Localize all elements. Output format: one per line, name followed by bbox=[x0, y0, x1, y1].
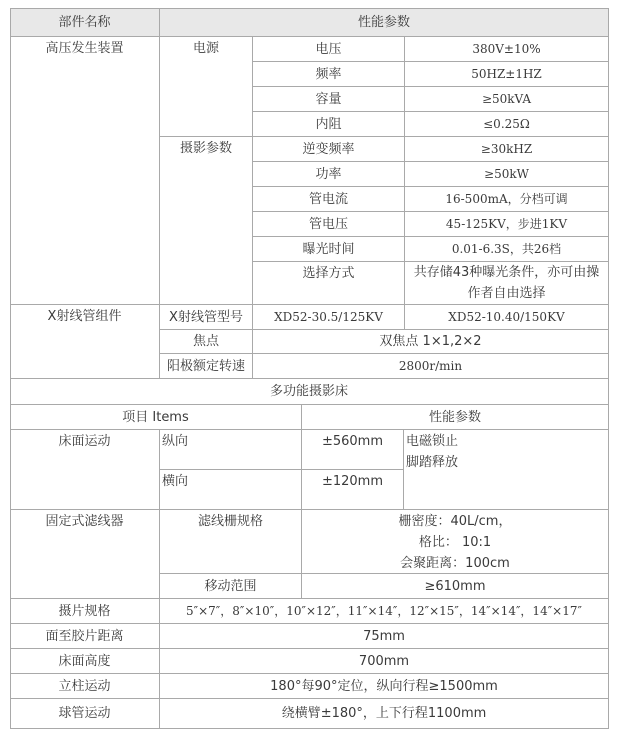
cell-p2-v bbox=[405, 62, 609, 87]
cell-text: 700mm bbox=[358, 653, 410, 669]
cell-text: 部件名称 bbox=[58, 14, 111, 30]
cell-t3-v bbox=[253, 354, 609, 379]
cell-text: 380V±10% bbox=[472, 41, 541, 56]
cell-p2-k bbox=[253, 62, 405, 87]
cell-t1-k bbox=[160, 305, 253, 330]
cell-text: 横向 bbox=[162, 474, 189, 489]
cell-text: 内阻 bbox=[315, 116, 342, 132]
cell-p1-v bbox=[405, 37, 609, 62]
cell-text: 电压 bbox=[315, 41, 342, 57]
cell-text: 面至胶片距离 bbox=[45, 628, 124, 644]
cell-text: 移动范围 bbox=[204, 578, 257, 594]
cell-text: 180°每90°定位，纵向行程≥1500mm bbox=[270, 678, 498, 694]
cell-text: ≥30kHZ bbox=[480, 141, 533, 156]
cell-col-v bbox=[160, 674, 609, 699]
cell-text: 管电压 bbox=[308, 216, 348, 232]
cell-e3-k bbox=[253, 187, 405, 212]
cell-text: ≥50kVA bbox=[481, 91, 532, 106]
cell-text: 曝光时间 bbox=[302, 241, 355, 257]
cell-text: 摄影参数 bbox=[179, 141, 232, 156]
cell-e5-k bbox=[253, 237, 405, 262]
cell-dist-k bbox=[10, 624, 160, 649]
cell-t2-k bbox=[160, 330, 253, 354]
cell-h-part bbox=[10, 8, 160, 37]
cell-e2-k bbox=[253, 162, 405, 187]
cell-text: 绕横臂±180°，上下行程1100mm bbox=[281, 706, 487, 721]
cell-text: 球管运动 bbox=[58, 706, 111, 721]
cell-height-k bbox=[10, 649, 160, 674]
cell-g2-v bbox=[302, 574, 609, 599]
cell-text: 项目 Items bbox=[122, 409, 189, 425]
cell-e1-k bbox=[253, 137, 405, 162]
cell-text: ≥610mm bbox=[424, 578, 486, 594]
cell-film-v bbox=[160, 599, 609, 624]
cell-text: 16-500mA，分档可调 bbox=[445, 191, 568, 206]
cell-s1-v bbox=[302, 430, 404, 470]
cell-p3-k bbox=[253, 87, 405, 112]
cell-text: 多功能摄影床 bbox=[269, 384, 348, 399]
cell-expo bbox=[160, 137, 253, 305]
cell-text: 逆变频率 bbox=[302, 141, 355, 157]
cell-g1-v bbox=[302, 510, 609, 574]
cell-text: 75mm bbox=[363, 628, 405, 644]
cell-text: ±560mm bbox=[321, 434, 384, 449]
cell-text: 性能参数 bbox=[357, 14, 410, 30]
cell-text: 电磁锁止 脚踏释放 bbox=[406, 434, 459, 470]
cell-e1-v bbox=[405, 137, 609, 162]
cell-s2-k bbox=[160, 470, 302, 510]
cell-film-k bbox=[10, 599, 160, 624]
cell-text: ≤0.25Ω bbox=[483, 116, 530, 131]
cell-dist-v bbox=[160, 624, 609, 649]
cell-e2-v bbox=[405, 162, 609, 187]
cell-text: 0.01-6.3S，共26档 bbox=[451, 241, 562, 256]
cell-e6-v bbox=[405, 262, 609, 305]
cell-text: 阳极额定转速 bbox=[166, 358, 245, 374]
cell-power bbox=[160, 37, 253, 137]
cell-e3-v bbox=[405, 187, 609, 212]
cell-text: 床面运动 bbox=[58, 434, 111, 449]
cell-h-perf bbox=[160, 8, 609, 37]
cell-text: 立柱运动 bbox=[58, 678, 111, 694]
cell-text: 功率 bbox=[315, 166, 342, 182]
cell-text: 共存储43种曝光条件，亦可由操作者自由选择 bbox=[413, 265, 600, 301]
cell-tube bbox=[10, 305, 160, 379]
cell-text: XD52-10.40/150KV bbox=[448, 309, 565, 324]
cell-text: 2800r/min bbox=[398, 358, 463, 373]
cell-t1-b bbox=[405, 305, 609, 330]
cell-g1-k bbox=[160, 510, 302, 574]
cell-t2-v bbox=[253, 330, 609, 354]
cell-bh-item bbox=[10, 405, 302, 430]
cell-gen bbox=[10, 37, 160, 305]
cell-text: 摄片规格 bbox=[58, 603, 111, 619]
cell-text: 焦点 bbox=[192, 334, 219, 349]
cell-ball-v bbox=[160, 699, 609, 729]
cell-s-note bbox=[404, 430, 609, 510]
cell-text: 选择方式 bbox=[302, 266, 355, 281]
cell-text: 高压发生装置 bbox=[45, 41, 124, 56]
cell-e4-k bbox=[253, 212, 405, 237]
cell-ball-k bbox=[10, 699, 160, 729]
cell-height-v bbox=[160, 649, 609, 674]
cell-text: 纵向 bbox=[162, 434, 189, 449]
cell-bed-title bbox=[10, 379, 609, 405]
cell-text: 性能参数 bbox=[428, 409, 481, 425]
cell-text: 床面高度 bbox=[58, 653, 111, 669]
cell-text: X射线管型号 bbox=[169, 309, 243, 325]
cell-text: 5″×7″，8″×10″，10″×12″，11″×14″，12″×15″，14″×14″，14″×17″ bbox=[185, 603, 582, 618]
cell-text: 45-125KV，步进1KV bbox=[445, 216, 568, 231]
cell-e5-v bbox=[405, 237, 609, 262]
cell-p1-k bbox=[253, 37, 405, 62]
cell-text: 双焦点 1×1,2×2 bbox=[379, 334, 482, 349]
cell-text: X射线管组件 bbox=[47, 309, 122, 324]
cell-t1-a bbox=[253, 305, 405, 330]
cell-text: 滤线栅规格 bbox=[197, 514, 263, 529]
cell-surf bbox=[10, 430, 160, 510]
cell-p4-v bbox=[405, 112, 609, 137]
cell-text: 容量 bbox=[315, 91, 342, 107]
cell-t3-k bbox=[160, 354, 253, 379]
cell-text: 管电流 bbox=[308, 191, 348, 207]
cell-p4-k bbox=[253, 112, 405, 137]
cell-text: ≥50kW bbox=[484, 166, 529, 181]
cell-text: XD52-30.5/125KV bbox=[274, 309, 383, 324]
cell-grid bbox=[10, 510, 160, 599]
cell-s2-v bbox=[302, 470, 404, 510]
cell-e4-v bbox=[405, 212, 609, 237]
cell-text: 电源 bbox=[192, 41, 219, 56]
cell-col-k bbox=[10, 674, 160, 699]
cell-bh-perf bbox=[302, 405, 609, 430]
cell-e6-k bbox=[253, 262, 405, 305]
cell-text: 频率 bbox=[315, 66, 342, 82]
cell-text: 50HZ±1HZ bbox=[471, 66, 542, 81]
cell-text: ±120mm bbox=[321, 474, 384, 489]
cell-g2-k bbox=[160, 574, 302, 599]
cell-s1-k bbox=[160, 430, 302, 470]
cell-p3-v bbox=[405, 87, 609, 112]
cell-text: 栅密度：40L/cm， 格比： 10:1 会聚距离：100cm bbox=[398, 514, 512, 571]
cell-text: 固定式滤线器 bbox=[45, 514, 124, 529]
